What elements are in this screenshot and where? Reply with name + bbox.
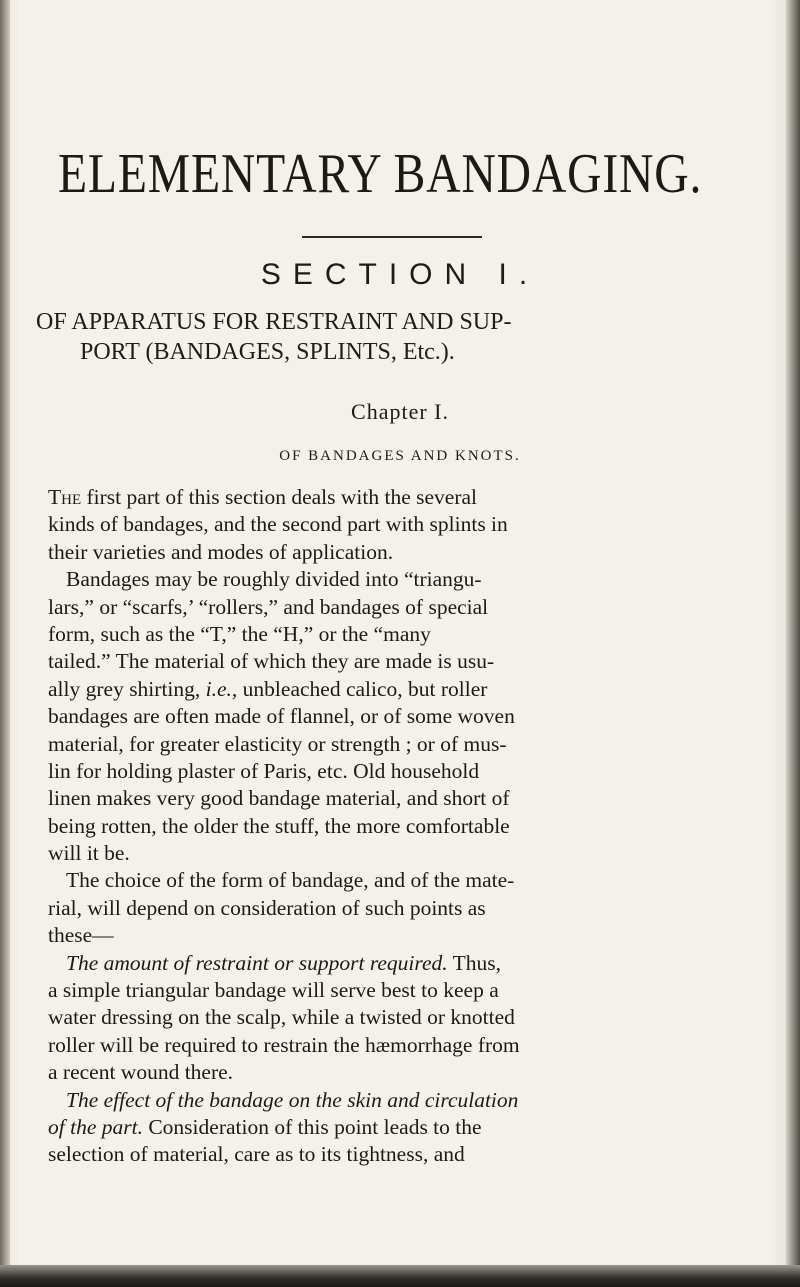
title-rule (302, 236, 482, 238)
text-line: bandages are often made of flannel, or of some woven (48, 704, 515, 729)
text-line: rial, will depend on consideration of such points as (48, 895, 486, 920)
text-line: roller will be required to restrain the hæmorrhage from (48, 1032, 520, 1057)
section-heading: SECTION I. (260, 258, 540, 291)
body-text (48, 484, 728, 1169)
text-line (48, 950, 728, 977)
text-line: a simple triangular bandage will serve best to keep a (48, 978, 499, 1003)
text-line: these— (48, 923, 114, 948)
text-line (48, 1114, 728, 1141)
section-title (36, 307, 796, 367)
text-line: a recent wound there. (48, 1060, 234, 1085)
book-title: ELEMENTARY BANDAGING. (58, 143, 703, 205)
chapter-subheading: OF BANDAGES AND KNOTS. (279, 448, 521, 464)
text-line: being rotten, the older the stuff, the more comfortable (48, 813, 510, 838)
text-run: ally grey shirting, (48, 676, 201, 701)
text-line (48, 484, 728, 511)
text-line: Bandages may be roughly divided into “triangu- (66, 567, 482, 592)
italic-run: of the part. (48, 1114, 143, 1139)
page-left-edge-shadow (0, 0, 10, 1287)
italic-run: i.e., (205, 676, 238, 701)
italic-run: The effect of the bandage on the skin and circulation (66, 1087, 519, 1112)
text-line: material, for greater elasticity or strength ; or of mus- (48, 731, 507, 756)
text-line (48, 676, 728, 703)
page-bottom-edge-shadow (0, 1265, 800, 1287)
text-line: water dressing on the scalp, while a twisted or knotted (48, 1005, 515, 1030)
section-title-line-1: OF APPARATUS FOR RESTRAINT AND SUP- (36, 309, 512, 335)
text-line: The choice of the form of bandage, and of the mate- (66, 868, 515, 893)
text-line: their varieties and modes of application. (48, 539, 394, 564)
italic-run: The amount of restraint or support required. (66, 950, 448, 975)
text-run: unbleached calico, but roller (242, 676, 488, 701)
text-line: kinds of bandages, and the second part with splints in (48, 512, 508, 537)
page-right-edge-shadow (786, 0, 800, 1287)
text-line: will it be. (48, 841, 130, 866)
text-run: Thus, (452, 950, 502, 975)
text-run: first part of this section deals with the several (86, 485, 477, 509)
text-run: Consideration of this point leads to the (148, 1114, 482, 1139)
text-line (48, 1087, 728, 1114)
text-line: linen makes very good bandage material, and short of (48, 786, 510, 811)
section-title-line-2: PORT (BANDAGES, SPLINTS, Etc.). (80, 339, 455, 365)
paragraph-lead: The (48, 485, 82, 509)
text-line: selection of material, care as to its tightness, and (48, 1142, 465, 1167)
chapter-heading: Chapter I. (351, 399, 449, 424)
text-line: tailed.” The material of which they are made is usu- (48, 649, 495, 674)
text-line: lars,” or “scarfs,’ “rollers,” and bandages of special (48, 594, 489, 619)
text-line: form, such as the “T,” the “H,” or the “many (48, 621, 431, 646)
text-line: lin for holding plaster of Paris, etc. Old household (48, 758, 480, 783)
